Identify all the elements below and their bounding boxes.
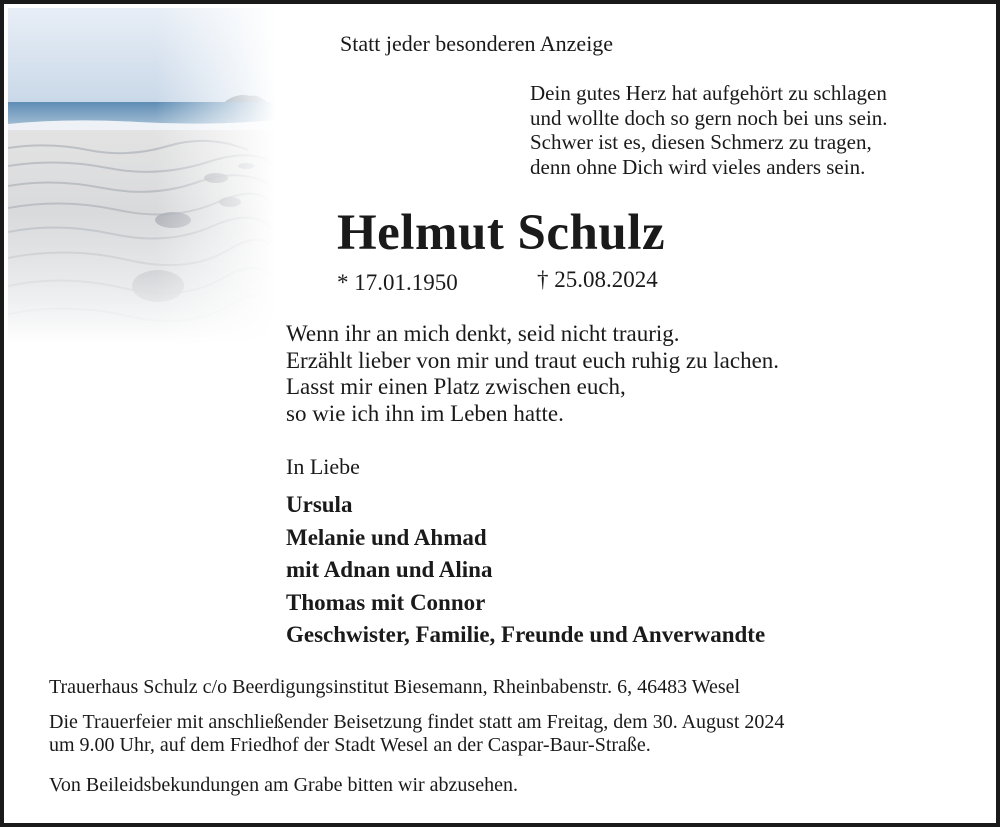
poem-top-line: Dein gutes Herz hat aufgehört zu schlagen — [530, 81, 887, 105]
poem-top-line: denn ohne Dich wird vieles anders sein. — [530, 154, 866, 179]
condolence-note: Von Beileidsbekundungen am Grabe bitten wir abzusehen. — [49, 774, 518, 796]
family-member: Geschwister, Familie, Freunde und Anverwandte — [286, 622, 766, 647]
poem-top — [530, 81, 888, 179]
birth-date: * 17.01.1950 — [337, 270, 458, 295]
mourning-address: Trauerhaus Schulz c/o Beerdigungsinstitut Biesemann, Rheinbabenstr. 6, 46483 Wesel — [49, 676, 741, 698]
poem-main-line: so wie ich ihn im Leben hatte. — [286, 400, 564, 426]
ceremony-line: um 9.00 Uhr, auf dem Friedhof der Stadt Wesel an der Caspar-Baur-Straße. — [49, 733, 651, 756]
family-member: Thomas mit Connor — [286, 589, 486, 615]
family-member: Melanie und Ahmad — [286, 524, 487, 550]
in-liebe-label: In Liebe — [286, 454, 360, 479]
ceremony-line: Die Trauerfeier mit anschließender Beisetzung findet statt am Freitag, dem 30. August 2024 — [49, 711, 785, 733]
beach-footprints-icon — [8, 8, 276, 344]
poem-main — [286, 321, 779, 427]
death-date: † 25.08.2024 — [537, 267, 658, 292]
poem-main-line: Wenn ihr an mich denkt, seid nicht traurig. — [286, 321, 680, 346]
ceremony-info — [49, 711, 784, 756]
deceased-name: Helmut Schulz — [337, 205, 666, 261]
family-member: mit Adnan und Alina — [286, 557, 493, 582]
poem-main-line: Lasst mir einen Platz zwischen euch, — [286, 374, 626, 399]
poem-top-line: und wollte doch so gern noch bei uns sein. — [530, 105, 888, 130]
poem-top-line: Schwer ist es, diesen Schmerz zu tragen, — [530, 130, 872, 154]
notice-header: Statt jeder besonderen Anzeige — [340, 31, 614, 56]
poem-main-line: Erzählt lieber von mir und traut euch ruhig zu lachen. — [286, 347, 780, 373]
beach-footprints-image — [8, 8, 276, 344]
family-member: Ursula — [286, 492, 353, 517]
family-list — [286, 489, 765, 652]
